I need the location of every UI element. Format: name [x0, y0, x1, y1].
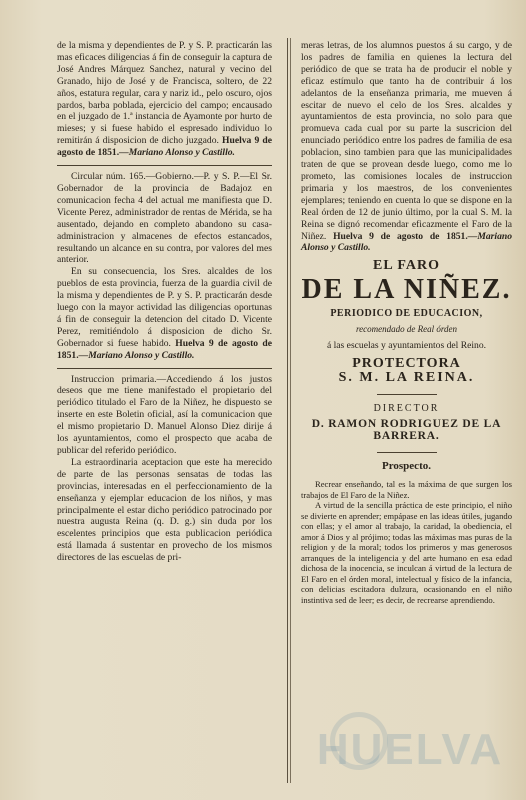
circular-intro: Circular núm. 165.—Gobierno.—P. y S. P.—El Sr. Gobernador de la provincia de Badajoz en comunicacion fecha 4 del actual me manifiesta que D. Vicente Perez, administrador de rentas de Mérida, se ha ausentado, dejando en completo abandono su casa-administracion y almacenes de efectos estancados, resultando un alcance en su contra, por valores del mes anterior. [57, 171, 272, 266]
column-divider-inner [290, 38, 291, 783]
prospectus-para-2: A virtud de la sencilla práctica de este principio, el niño se divierte en aprender; empápase en las ideas útiles, jugando con ellas; y el amor al trabajo, la caridad, la obediencia, el amor á Dios y al prójimo; todas las máximas mas puras de la religion y de la moral; todos los primeros y mas generosos arranques de la inteligencia y del arte humano en esa edad dichosa de la inocencia, se inculcan á virtud de la lectura de El Faro en el órden moral, intelectual y físico de la infancia, con delicias escitadora dulzura, ocasionando en el niño instintiva sed de leer; es decir, de recrearse aprendiendo. [301, 500, 512, 605]
masthead-audience: á las escuelas y ayuntamientos del Reino. [326, 340, 487, 352]
masthead-title: DE LA NIÑEZ. [301, 274, 512, 306]
instruction-intro: Instruccion primaria.—Accediendo á los justos deseos que me tiene manifestado el propietario del periódico titulado el Faro de la Niñez, he dispuesto se inserte en este Boletin oficial, así la comunicacion que el mismo propietario D. Manuel Alonso Diez dirije á los ayuntamientos, como el prospecto que acaba de publicar del referido periódico. [57, 373, 272, 456]
instruction-body: La estraordinaria aceptacion que este ha merecido de parte de las personas sensatas de todas las provincias, interesadas en el perfeccionamiento de la enseñanza y ejemplar educacion de los niños, y mas principalmente el estar dicho periódico patrocinado por nuestra augusta Reina (q. D. g.) sin duda por los escelentes principios que esta publicacion periódica está llamada á sustentar en provecho de los mismos directores de las escuelas de pri- [57, 456, 272, 564]
capture-notice-text: de la misma y dependientes de P. y S. P. practicarán las mas eficaces diligencias á fin de conseguir la captura de José Andres Márquez Sanchez, natural y vecino del Granado, hijo de José y de Francisca, soltero, de 22 años, estatura regular, cara y nariz id., pelo oscuro, ojos pardos, barba poblada, ejercicio del campo; encausado en el juzgado de 1.ª instancia de Ayamonte por hurto de mieses; y si fuese habido el espresado individuo lo remitirán á disposicion de dicho juzgado. Huelva 9 de agosto de 1851.—Mariano Alonso y Castillo. [57, 40, 272, 159]
masthead-subtitle: PERIODICO DE EDUCACION, [330, 308, 483, 320]
prospectus-para-1: Recrear enseñando, tal es la máxima de que surgen los trabajos de El Faro de la Niñez. [301, 479, 512, 500]
capture-notice-place: Huelva 9 de agosto de 1851. [57, 135, 272, 159]
circular-signature: —Mariano Alonso y Castillo. [78, 349, 195, 361]
watermark: HUELVA [316, 725, 504, 774]
protector-name: S. M. LA REINA. [338, 369, 475, 385]
instruction-place: Huelva 9 de agosto de 1851. [333, 230, 468, 242]
capture-notice-signature: —Mariano Alonso y Castillo. [119, 147, 235, 159]
circular-place: Huelva 9 de agosto de 1851. [57, 337, 272, 361]
masthead-recommendation: recomendado de Real órden [355, 324, 458, 335]
masthead-rule [377, 394, 437, 395]
prospectus-title: Prospecto. [382, 460, 431, 473]
right-column [301, 40, 512, 605]
director-rule [377, 452, 437, 453]
masthead-el-faro: EL FARO [372, 258, 441, 274]
section-rule [57, 165, 272, 166]
section-rule-2 [57, 368, 272, 369]
instruction-continued: meras letras, de los alumnos puestos á su cargo, y de los padres de familia en quienes la lectura del periódico de que se trata ha de producir el noble y eficaz estímulo que tanto ha de contribuir á los adelantos de la enseñanza primaria, me mueven á escitar de nuevo el celo de los Sres. alcaldes y ayuntamientos de esta provincia, no solo para que promueva cada cual por su parte la suscricion del enunciado periódico entre los padres de familia de esa poblacion, sino tambien para que las municipalidades traten de que se provean desde luego, como me lo prometo, las comisiones locales de instruccion primaria y los maestros, de los convenientes ejemplares; teniendo en cuenta lo que se dispone en la Real órden de 12 de junio último, por la cual S. M. la Reina se dignó recomendar eficazmente el Faro de la Niñez. Huelva 9 de agosto de 1851.—Mariano Alonso y Castillo. [301, 40, 512, 254]
watermark-seal-icon [330, 712, 388, 770]
circular-body: En su consecuencia, los Sres. alcaldes de los pueblos de esta provincia, fuerza de la guardia civil de la misma y dependientes de P. y S. P. practicarán desde luego con la mayor actividad las diligencias oportunas á fin de conseguir la detencion del citado D. Vicente Perez, remitiéndolo á disposicion de dicho Sr. Gobernador si fuese habido. Huelva 9 de agosto de 1851.—Mariano Alonso y Castillo. [57, 266, 272, 361]
protector-label: PROTECTORA [352, 355, 461, 371]
column-divider [287, 38, 288, 783]
left-column [57, 40, 272, 564]
director-label: DIRECTOR [373, 402, 440, 414]
instruction-signature: —Mariano Alonso y Castillo. [301, 230, 512, 254]
director-name: D. RAMON RODRIGUEZ DE LA BARRERA. [311, 417, 502, 442]
